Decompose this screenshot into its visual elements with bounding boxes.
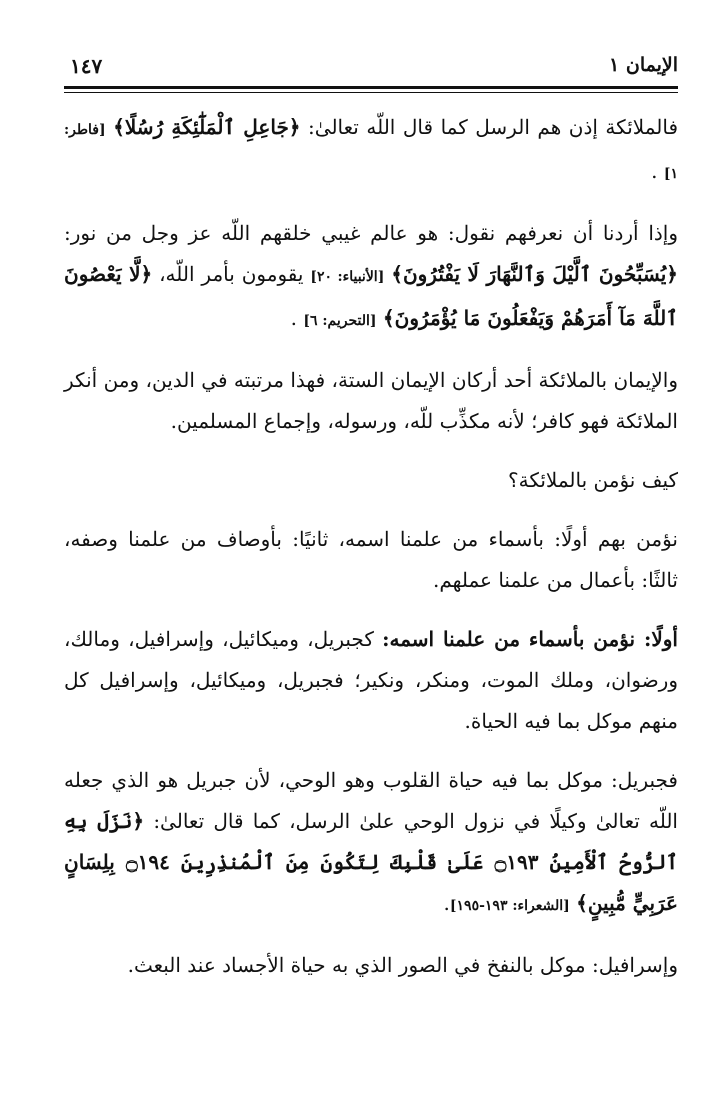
quran-verse: ﴿لَّا يَعْصُونَ ٱللَّهَ مَآ أَمَرَهُمْ وَيَفْعَلُونَ مَا يُؤْمَرُونَ﴾ (64, 262, 678, 330)
paragraph-text: فجبريل: موكل بما فيه حياة القلوب وهو الوحي، لأن جبريل هو الذي جعله اللّه تعالىٰ وكيلًا في نزول الوحي علىٰ الرسل، كما قال تعالىٰ: (64, 768, 678, 833)
paragraph-jibril (64, 760, 678, 927)
verse-reference: [الشعراء: ١٩٣-١٩٥] (449, 898, 570, 914)
paragraph-text: كجبريل، وميكائيل، وإسرافيل، ومالك، ورضوان، وملك الموت، ومنكر، ونكير؛ فجبريل، وميكائيل، وإسرافيل كل منهم موكل بما فيه الحياة. (64, 627, 678, 733)
paragraph-pillar: والإيمان بالملائكة أحد أركان الإيمان الستة، فهذا مرتبته في الدين، ومن أنكر الملائكة فهو كافر؛ لأنه مكذِّب للّه، ورسوله، وإجماع المسلمين. (64, 368, 678, 433)
paragraph-how-believe: نؤمن بهم أولًا: بأسماء من علمنا اسمه، ثانيًا: بأوصاف من علمنا وصفه، ثالثًا: بأعمال من علمنا عملهم. (64, 527, 678, 592)
paragraph-text: يقومون بأمر اللّه، (152, 262, 311, 286)
header-rule-thin (64, 92, 678, 93)
page-body (64, 107, 678, 986)
verse-reference: [الأنبياء: ٢٠] (310, 269, 385, 285)
verse-reference: [التحريم: ٦] (303, 313, 377, 329)
book-page (64, 48, 678, 1004)
paragraph-text: . (651, 159, 664, 183)
quran-verse: ﴿جَاعِلِ ٱلْمَلَٰٓئِكَةِ رُسُلًا﴾ (113, 115, 301, 139)
paragraph-text: فالملائكة إذن هم الرسل كما قال اللّه تعالىٰ: (300, 115, 679, 139)
paragraph-angels-messengers (64, 107, 678, 195)
paragraph-text: وإذا أردنا أن نعرفهم نقول: هو عالم غيبي خلقهم اللّه عز وجل من نور: (64, 221, 678, 245)
paragraph-heading: أولًا: نؤمن بأسماء من علمنا اسمه: (382, 627, 678, 651)
quran-verse: ﴿يُسَبِّحُونَ ٱلَّيْلَ وَٱلنَّهَارَ لَا يَفْتُرُونَ﴾ (391, 262, 679, 286)
paragraph-names (64, 619, 678, 742)
paragraph-definition (64, 213, 678, 342)
paragraph-israfil: وإسرافيل: موكل بالنفخ في الصور الذي به حياة الأجساد عند البعث. (127, 953, 678, 977)
header-rule-thick (64, 86, 678, 89)
page-number: ١٤٧ (70, 54, 103, 78)
paragraph-question: كيف نؤمن بالملائكة؟ (507, 468, 678, 492)
quran-verse: ﴿نَزَلَ بِهِ ٱلرُّوحُ ٱلْأَمِينُ ۝١٩٣ عَلَىٰ قَلْبِكَ لِتَكُونَ مِنَ ٱلْمُنذِرِينَ ۝١٩٤ بِلِسَانٍ عَرَبِيٍّ مُّبِينٍ﴾ (64, 809, 678, 915)
verse-reference: [فاطر: ١] (64, 122, 678, 182)
page-header (64, 48, 678, 84)
running-title: الإيمان ١ (609, 54, 678, 76)
paragraph-text: . (290, 306, 304, 330)
paragraph-text: . (443, 891, 450, 915)
